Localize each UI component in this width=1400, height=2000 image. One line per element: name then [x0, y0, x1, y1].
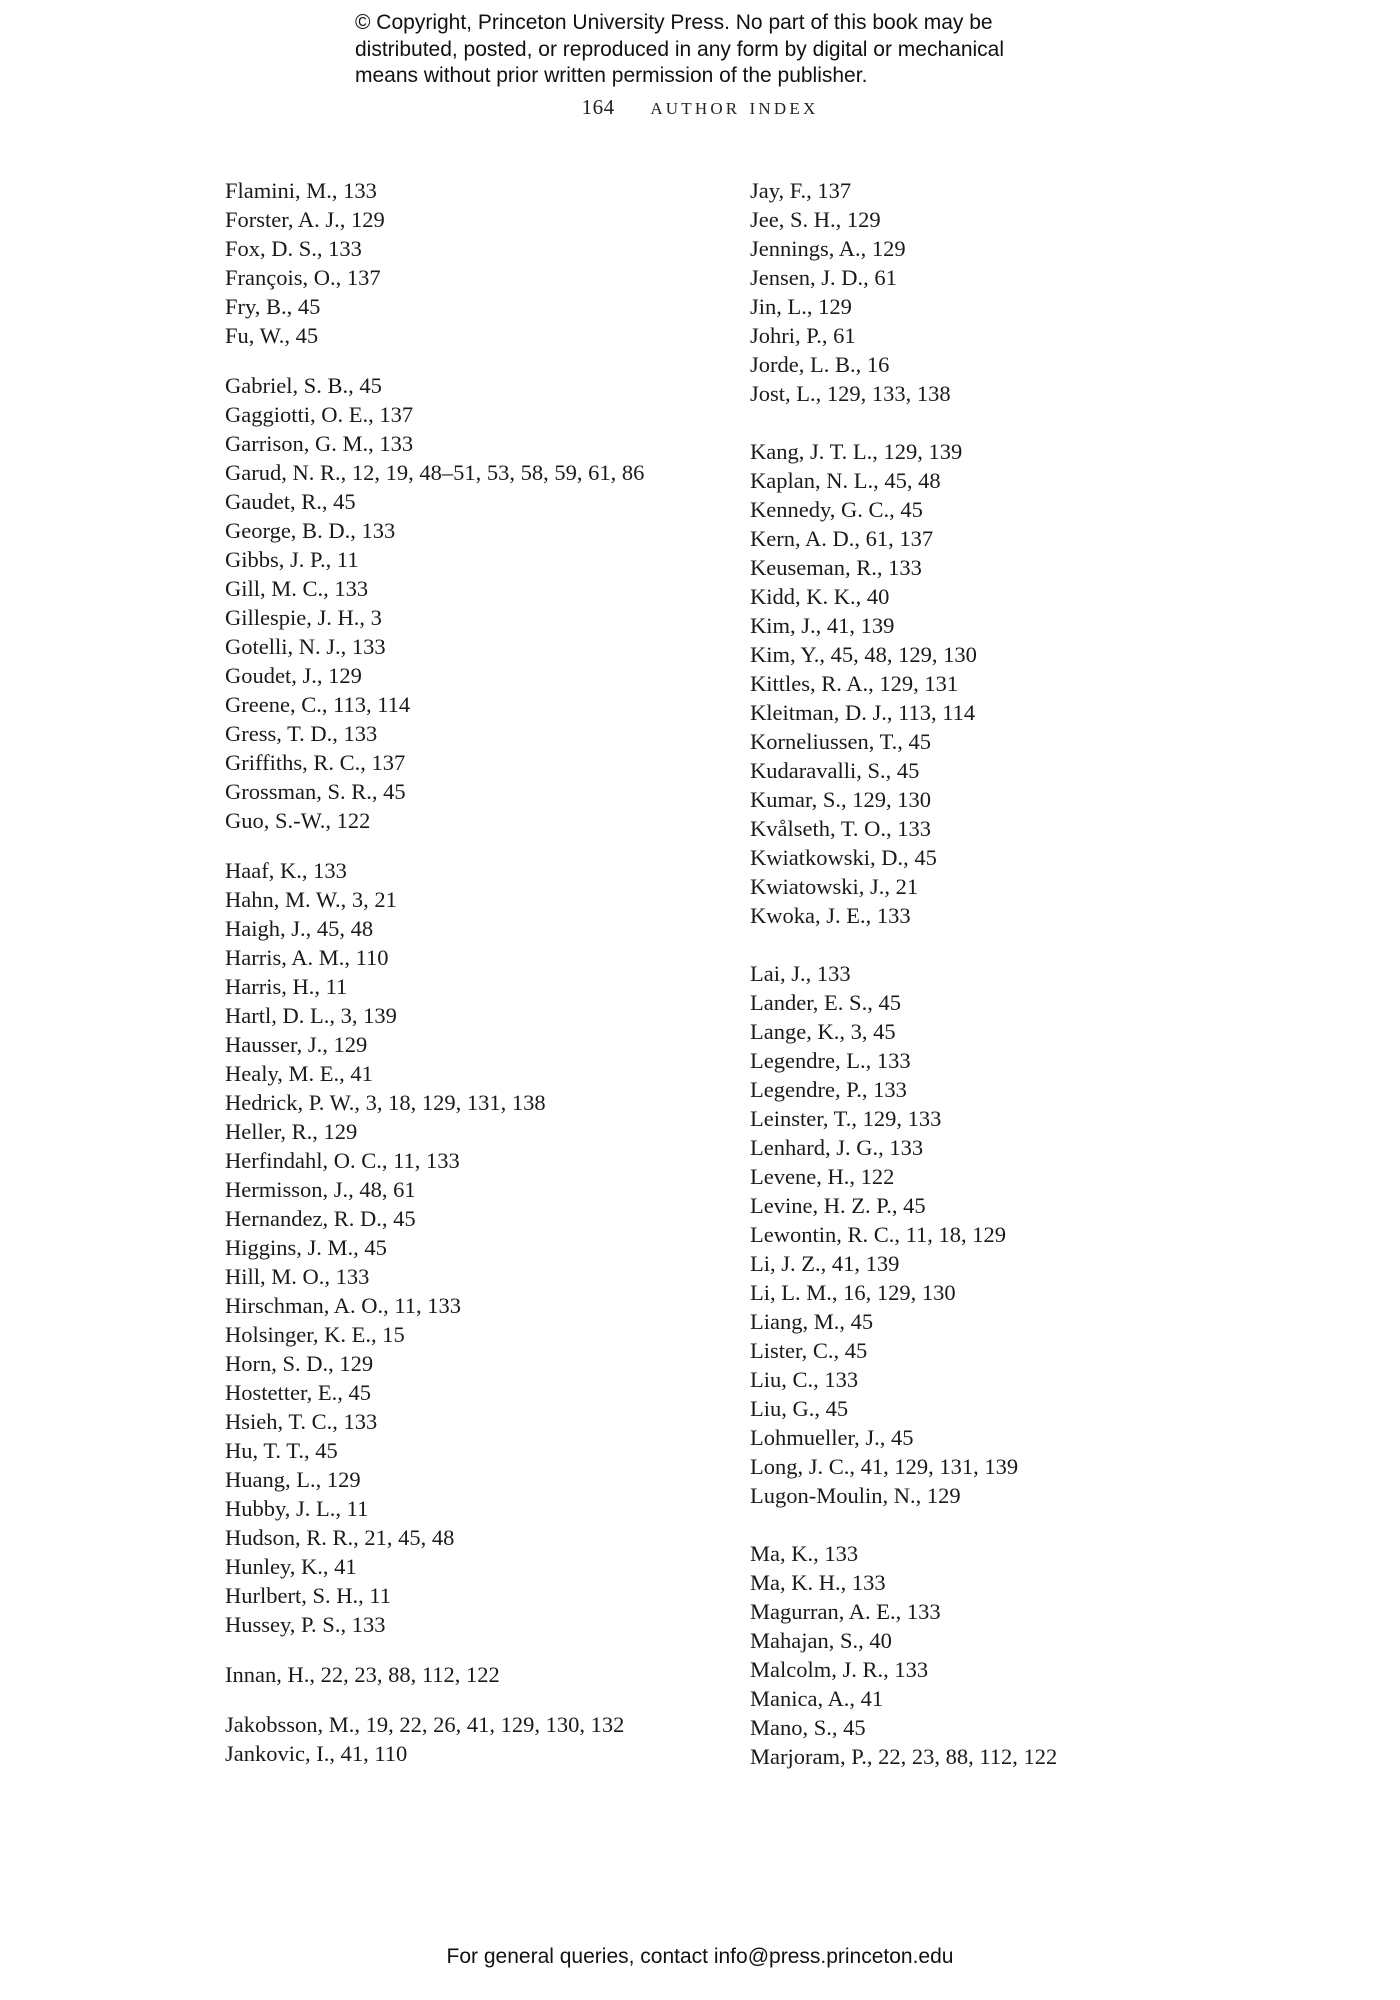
index-entry: Kim, Y., 45, 48, 129, 130 [750, 642, 977, 667]
index-entry: Gress, T. D., 133 [225, 721, 378, 746]
index-entry: Jin, L., 129 [750, 294, 852, 319]
index-letter-group [225, 856, 725, 1639]
index-letter-group [225, 176, 725, 350]
copyright-line-3: means without prior written permission of the publisher. [355, 64, 868, 87]
index-entry: Horn, S. D., 129 [225, 1351, 374, 1376]
index-entry: Harris, A. M., 110 [225, 945, 389, 970]
copyright-notice [355, 10, 1115, 90]
index-entry: Gabriel, S. B., 45 [225, 373, 382, 398]
index-entry: Liu, C., 133 [750, 1367, 859, 1392]
index-entry: Garud, N. R., 12, 19, 48–51, 53, 58, 59, 61, 86 [225, 460, 645, 485]
index-entry: Ma, K., 133 [750, 1541, 859, 1566]
index-entry: Kwoka, J. E., 133 [750, 903, 911, 928]
index-entry: Hartl, D. L., 3, 139 [225, 1003, 397, 1028]
index-entry: Li, L. M., 16, 129, 130 [750, 1280, 956, 1305]
index-entry: Hirschman, A. O., 11, 133 [225, 1293, 462, 1318]
running-title: author index [650, 94, 819, 120]
index-entry: Kern, A. D., 61, 137 [750, 526, 934, 551]
index-entry: Gaudet, R., 45 [225, 489, 356, 514]
index-entry: Legendre, P., 133 [750, 1077, 907, 1102]
index-entry: Gotelli, N. J., 133 [225, 634, 386, 659]
index-entry: Hedrick, P. W., 3, 18, 129, 131, 138 [225, 1090, 546, 1115]
index-entry: Jankovic, I., 41, 110 [225, 1741, 408, 1766]
index-entry: Lai, J., 133 [750, 961, 851, 986]
index-entry: Long, J. C., 41, 129, 131, 139 [750, 1454, 1019, 1479]
index-entry: Herfindahl, O. C., 11, 133 [225, 1148, 460, 1173]
index-entry: Haigh, J., 45, 48 [225, 916, 374, 941]
index-entry: Harris, H., 11 [225, 974, 348, 999]
index-entry: François, O., 137 [225, 265, 381, 290]
copyright-line-2: distributed, posted, or reproduced in any form by digital or mechanical [355, 37, 1005, 61]
index-entry: Fry, B., 45 [225, 294, 321, 319]
index-entry: Griffiths, R. C., 137 [225, 750, 406, 775]
index-letter-group [750, 176, 1310, 408]
running-head [0, 94, 1400, 121]
index-entry: Grossman, S. R., 45 [225, 779, 406, 804]
index-entry: Jay, F., 137 [750, 178, 852, 203]
index-entry: Hussey, P. S., 133 [225, 1612, 386, 1637]
index-entry: Lander, E. S., 45 [750, 990, 901, 1015]
index-entry: Gillespie, J. H., 3 [225, 605, 382, 630]
index-entry: Lewontin, R. C., 11, 18, 129 [750, 1222, 1007, 1247]
index-entry: Hernandez, R. D., 45 [225, 1206, 416, 1231]
index-entry: Kim, J., 41, 139 [750, 613, 895, 638]
index-entry: Levene, H., 122 [750, 1164, 895, 1189]
page-number: 164 [581, 95, 615, 119]
index-letter-group [225, 371, 725, 835]
index-entry: Jakobsson, M., 19, 22, 26, 41, 129, 130, 132 [225, 1712, 625, 1737]
index-entry: Lohmueller, J., 45 [750, 1425, 914, 1450]
index-entry: Fox, D. S., 133 [225, 236, 362, 261]
index-entry: Hermisson, J., 48, 61 [225, 1177, 416, 1202]
index-entry: Hahn, M. W., 3, 21 [225, 887, 397, 912]
index-entry: Goudet, J., 129 [225, 663, 362, 688]
index-entry: Lister, C., 45 [750, 1338, 868, 1363]
index-entry: Malcolm, J. R., 133 [750, 1657, 929, 1682]
index-entry: Kumar, S., 129, 130 [750, 787, 931, 812]
index-entry: Gibbs, J. P., 11 [225, 547, 359, 572]
index-entry: Lange, K., 3, 45 [750, 1019, 896, 1044]
index-entry: Kvålseth, T. O., 133 [750, 816, 932, 841]
index-entry: Holsinger, K. E., 15 [225, 1322, 405, 1347]
index-entry: Hudson, R. R., 21, 45, 48 [225, 1525, 455, 1550]
footer-contact: For general queries, contact info@press.princeton.edu [446, 1945, 954, 1968]
index-entry: Jensen, J. D., 61 [750, 265, 897, 290]
index-entry: Hurlbert, S. H., 11 [225, 1583, 392, 1608]
index-entry: Hsieh, T. C., 133 [225, 1409, 378, 1434]
index-entry: Mahajan, S., 40 [750, 1628, 892, 1653]
index-entry: Lugon-Moulin, N., 129 [750, 1483, 961, 1508]
index-entry: Forster, A. J., 129 [225, 207, 385, 232]
index-entry: Lenhard, J. G., 133 [750, 1135, 924, 1160]
index-entry: Gaggiotti, O. E., 137 [225, 402, 414, 427]
index-entry: Kennedy, G. C., 45 [750, 497, 923, 522]
index-entry: Kwiatowski, J., 21 [750, 874, 919, 899]
index-entry: Marjoram, P., 22, 23, 88, 112, 122 [750, 1744, 1058, 1769]
index-entry: Huang, L., 129 [225, 1467, 361, 1492]
index-entry: Leinster, T., 129, 133 [750, 1106, 942, 1131]
index-column-left [225, 176, 725, 1789]
index-entry: Levine, H. Z. P., 45 [750, 1193, 926, 1218]
index-entry: George, B. D., 133 [225, 518, 396, 543]
index-entry: Flamini, M., 133 [225, 178, 377, 203]
index-entry: Higgins, J. M., 45 [225, 1235, 387, 1260]
index-entry: Jorde, L. B., 16 [750, 352, 890, 377]
index-entry: Manica, A., 41 [750, 1686, 884, 1711]
index-entry: Garrison, G. M., 133 [225, 431, 414, 456]
index-entry: Hausser, J., 129 [225, 1032, 368, 1057]
copyright-line-1: © Copyright, Princeton University Press. No part of this book may be [355, 11, 993, 34]
index-entry: Heller, R., 129 [225, 1119, 358, 1144]
index-letter-group [750, 959, 1310, 1510]
index-entry: Kwiatkowski, D., 45 [750, 845, 937, 870]
index-entry: Kaplan, N. L., 45, 48 [750, 468, 941, 493]
index-entry: Kleitman, D. J., 113, 114 [750, 700, 976, 725]
index-entry: Kudaravalli, S., 45 [750, 758, 920, 783]
index-entry: Legendre, L., 133 [750, 1048, 911, 1073]
index-entry: Hill, M. O., 133 [225, 1264, 370, 1289]
index-entry: Hubby, J. L., 11 [225, 1496, 369, 1521]
index-entry: Magurran, A. E., 133 [750, 1599, 941, 1624]
index-entry: Guo, S.-W., 122 [225, 808, 371, 833]
index-column-right [750, 176, 1310, 1800]
index-entry: Liu, G., 45 [750, 1396, 849, 1421]
index-entry: Innan, H., 22, 23, 88, 112, 122 [225, 1662, 500, 1687]
index-entry: Hunley, K., 41 [225, 1554, 357, 1579]
index-entry: Hu, T. T., 45 [225, 1438, 338, 1463]
index-entry: Johri, P., 61 [750, 323, 856, 348]
index-entry: Jee, S. H., 129 [750, 207, 881, 232]
index-letter-group [225, 1660, 725, 1689]
index-entry: Gill, M. C., 133 [225, 576, 369, 601]
index-entry: Kang, J. T. L., 129, 139 [750, 439, 963, 464]
index-entry: Healy, M. E., 41 [225, 1061, 373, 1086]
index-entry: Kidd, K. K., 40 [750, 584, 890, 609]
index-entry: Fu, W., 45 [225, 323, 319, 348]
index-letter-group [750, 437, 1310, 930]
index-letter-group [225, 1710, 725, 1768]
index-entry: Korneliussen, T., 45 [750, 729, 932, 754]
index-entry: Jost, L., 129, 133, 138 [750, 381, 951, 406]
index-entry: Hostetter, E., 45 [225, 1380, 371, 1405]
index-entry: Mano, S., 45 [750, 1715, 866, 1740]
index-entry: Ma, K. H., 133 [750, 1570, 886, 1595]
index-entry: Haaf, K., 133 [225, 858, 347, 883]
index-entry: Greene, C., 113, 114 [225, 692, 411, 717]
index-entry: Keuseman, R., 133 [750, 555, 922, 580]
index-entry: Kittles, R. A., 129, 131 [750, 671, 959, 696]
index-entry: Li, J. Z., 41, 139 [750, 1251, 900, 1276]
index-entry: Liang, M., 45 [750, 1309, 874, 1334]
index-letter-group [750, 1539, 1310, 1771]
index-entry: Jennings, A., 129 [750, 236, 906, 261]
